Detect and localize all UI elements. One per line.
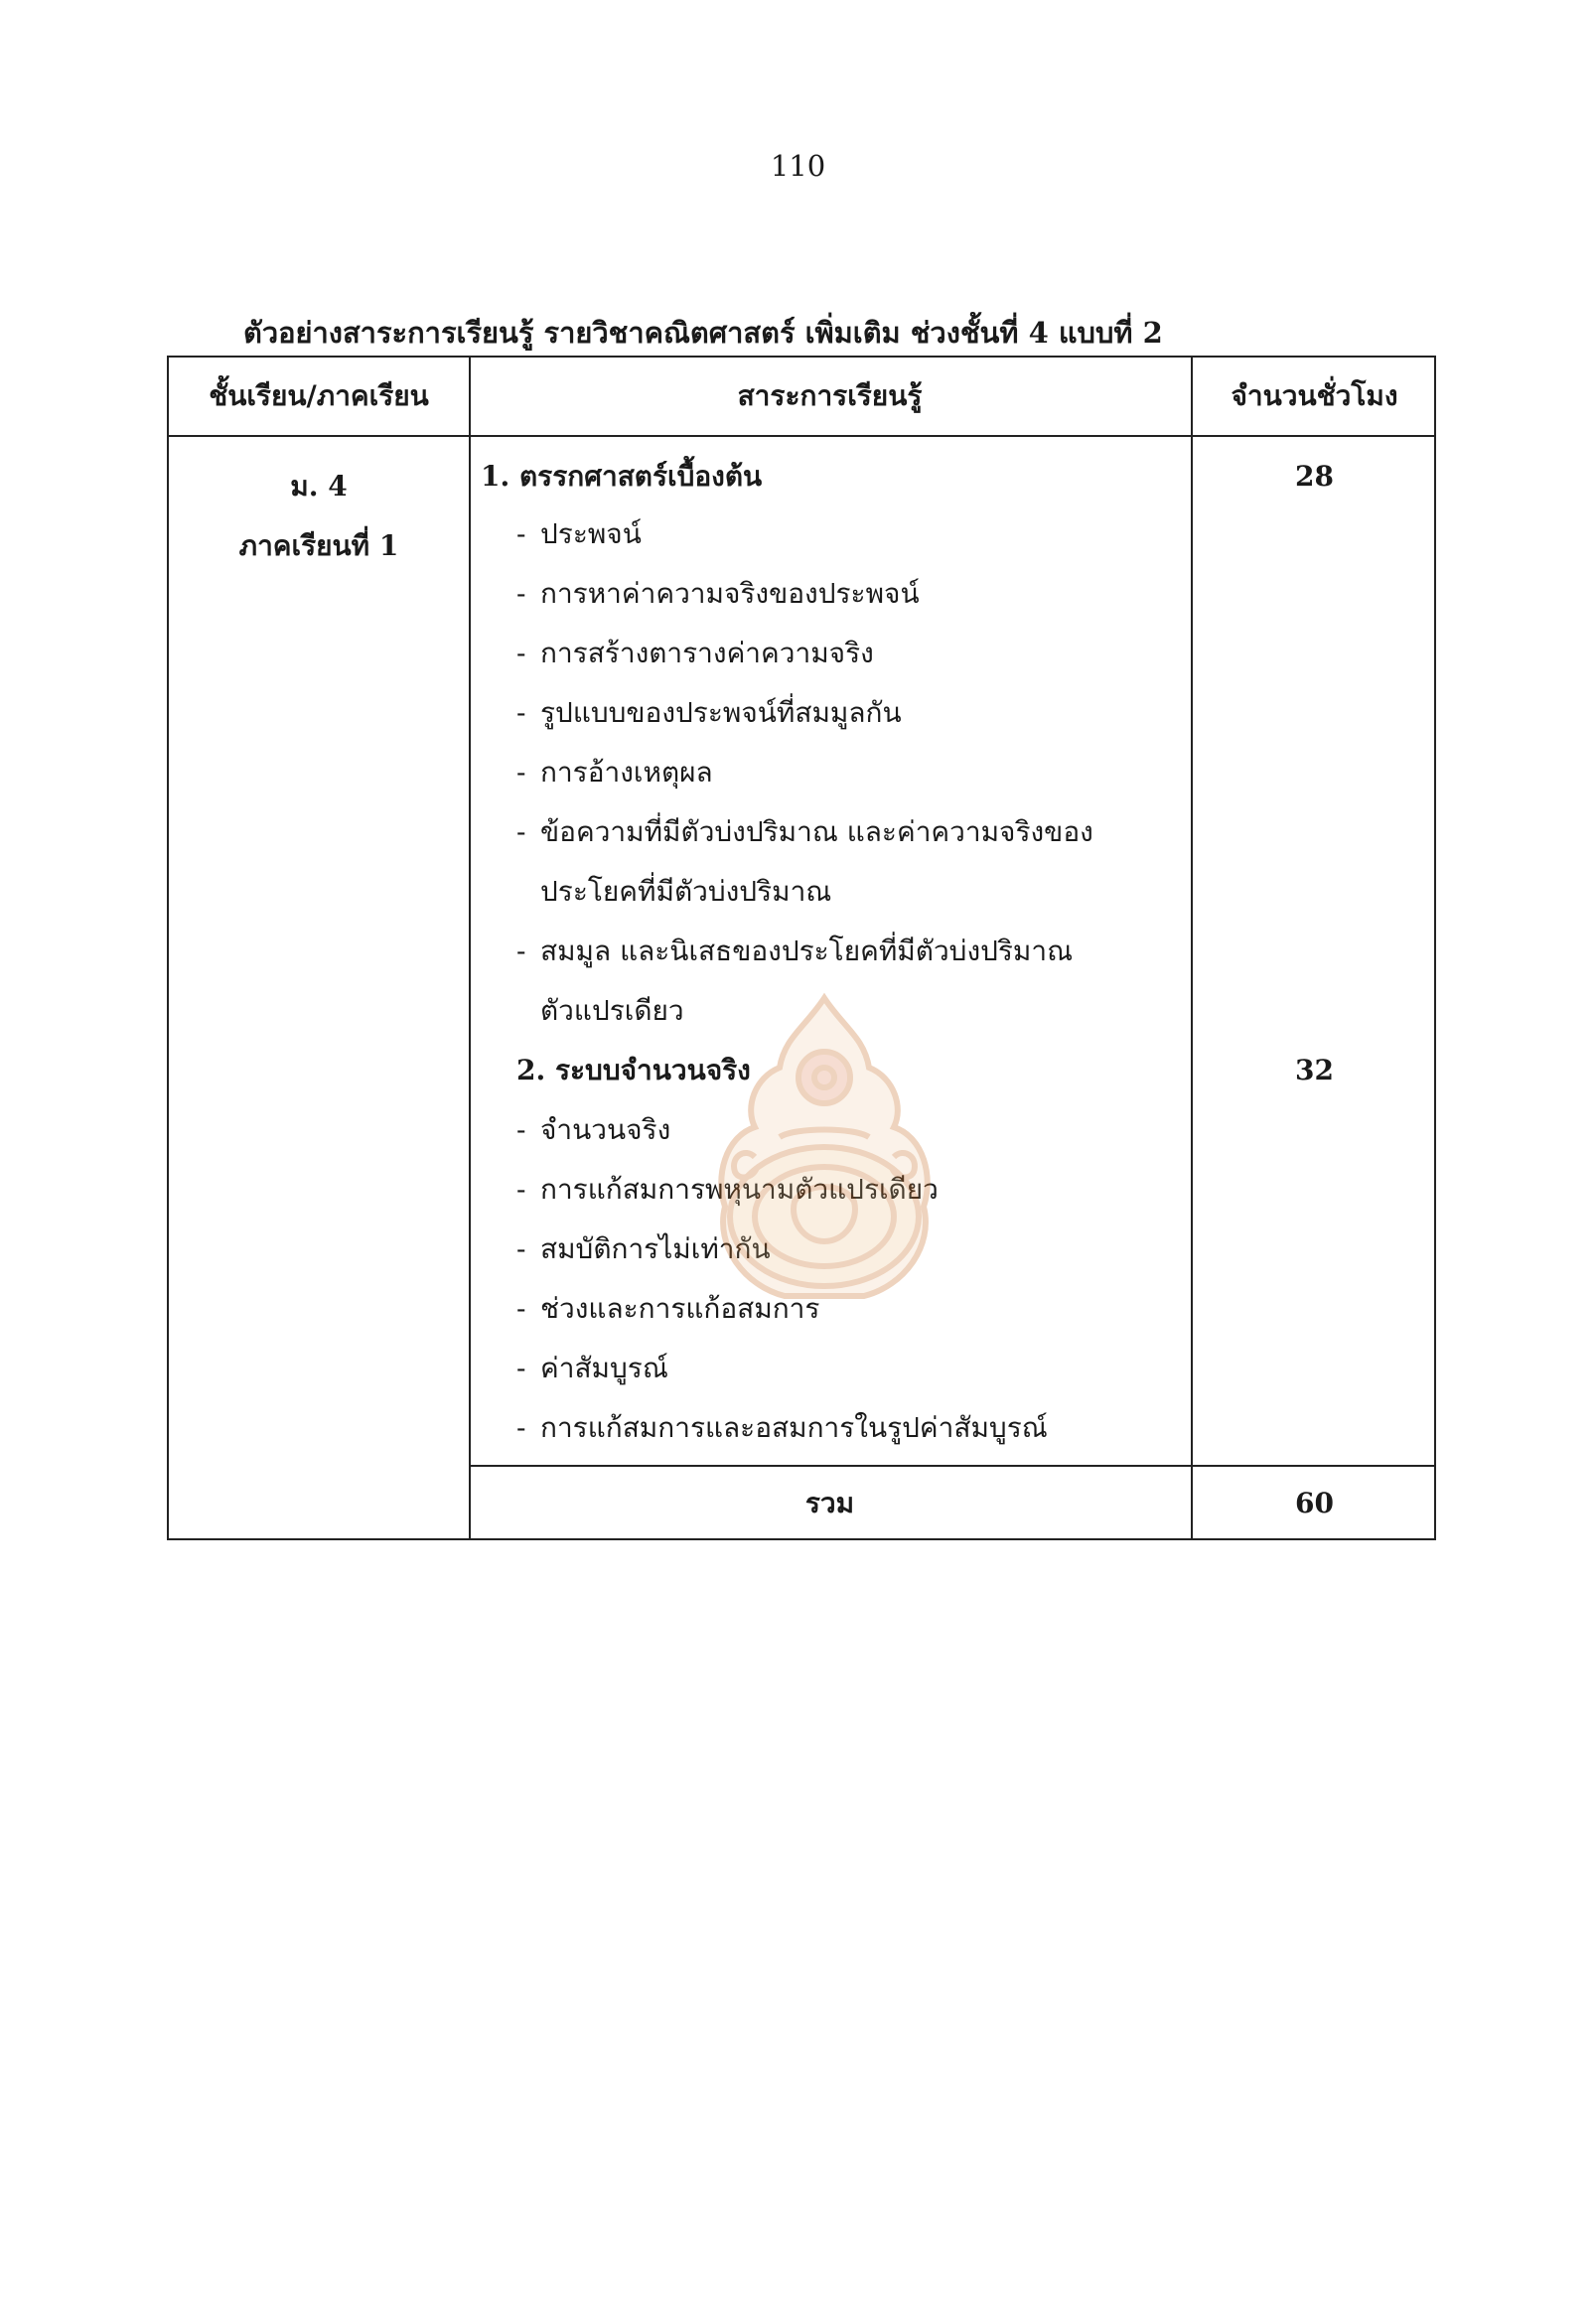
- list-item: - ค่าสัมบูรณ์: [516, 1352, 668, 1384]
- list-item-continuation: ประโยคที่มีตัวบ่งปริมาณ: [540, 875, 832, 908]
- list-item: - การหาค่าความจริงของประพจน์: [516, 577, 920, 610]
- column-divider: [1191, 358, 1193, 1538]
- list-item: - การแก้สมการพหุนามตัวแปรเดียว: [516, 1173, 939, 1206]
- list-item-continuation: ตัวแปรเดียว: [540, 994, 684, 1027]
- column-divider: [469, 358, 471, 1538]
- list-item: - ข้อความที่มีตัวบ่งปริมาณ และค่าความจริงของ: [516, 815, 1093, 848]
- total-hours: 60: [1295, 1487, 1334, 1519]
- grade-level: ม. 4: [290, 470, 348, 503]
- list-item: - จำนวนจริง: [516, 1113, 671, 1146]
- list-item: - การสร้างตารางค่าความจริง: [516, 637, 874, 669]
- topic-title: 2. ระบบจำนวนจริง: [516, 1054, 751, 1086]
- list-item: - ช่วงและการแก้อสมการ: [516, 1292, 820, 1325]
- grade-cell: [169, 457, 469, 576]
- list-item: - ประพจน์: [516, 517, 642, 550]
- header-grade-semester: ชั้นเรียน/ภาคเรียน: [209, 379, 429, 412]
- header-divider: [169, 435, 1434, 437]
- header-learning-content: สาระการเรียนรู้: [737, 379, 923, 412]
- curriculum-table: [167, 356, 1436, 1540]
- document-title: ตัวอย่างสาระการเรียนรู้ รายวิชาคณิตศาสตร์ เพิ่มเติม ช่วงชั้นที่ 4 แบบที่ 2: [243, 316, 1163, 350]
- list-item: - สมบัติการไม่เท่ากัน: [516, 1232, 771, 1265]
- list-item: - รูปแบบของประพจน์ที่สมมูลกัน: [516, 696, 902, 729]
- header-hours: จำนวนชั่วโมง: [1231, 379, 1398, 412]
- topic-title: 1. ตรรกศาสตร์เบื้องต้น: [481, 460, 763, 493]
- topic-hours: 28: [1295, 460, 1334, 493]
- topic-hours: 32: [1295, 1054, 1334, 1086]
- semester-label: ภาคเรียนที่ 1: [238, 529, 399, 562]
- list-item: - การแก้สมการและอสมการในรูปค่าสัมบูรณ์: [516, 1411, 1048, 1444]
- page-number: 110: [770, 149, 826, 183]
- list-item: - สมมูล และนิเสธของประโยคที่มีตัวบ่งปริมาณ: [516, 935, 1074, 967]
- total-label: รวม: [804, 1487, 855, 1519]
- list-item: - การอ้างเหตุผล: [516, 756, 713, 789]
